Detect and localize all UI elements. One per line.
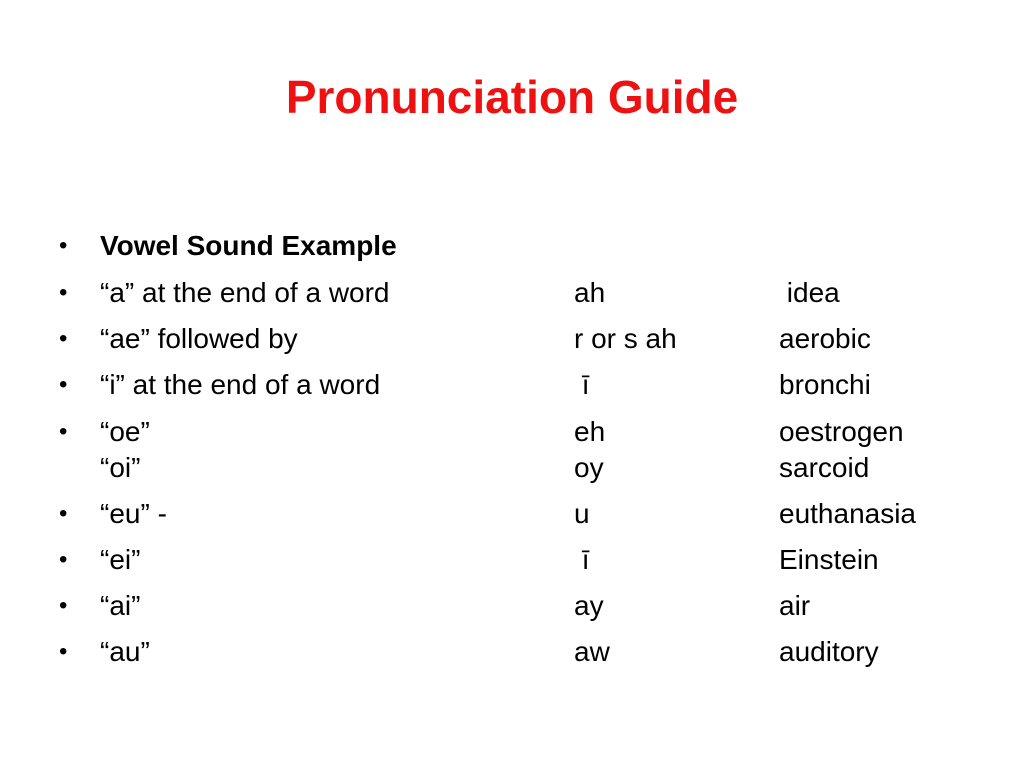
bullet-icon: • — [59, 546, 68, 573]
sound-text: oy — [574, 452, 604, 483]
example-text: sarcoid — [779, 452, 870, 483]
vowel-text: “ai” — [100, 590, 141, 621]
vowel-text: “ei” — [100, 544, 141, 575]
example-text: auditory — [779, 636, 879, 667]
sound-text: u — [574, 498, 590, 529]
example-text: air — [779, 590, 811, 621]
bullet-icon: • — [59, 500, 68, 527]
vowel-text: “i” at the end of a word — [100, 369, 381, 400]
example-text: aerobic — [779, 323, 871, 354]
slide-title: Pronunciation Guide — [285, 71, 739, 123]
example-text: Einstein — [779, 544, 879, 575]
bullet-icon: • — [59, 371, 68, 398]
example-text: bronchi — [779, 369, 871, 400]
sound-text: ay — [574, 590, 604, 621]
sound-text: r or s ah — [574, 323, 677, 354]
example-text: oestrogen — [779, 416, 904, 447]
bullet-icon: • — [59, 232, 68, 259]
vowel-text: “au” — [100, 636, 150, 667]
bullet-icon: • — [59, 279, 68, 306]
vowel-text: “oi” — [100, 452, 141, 483]
bullet-icon: • — [59, 638, 68, 665]
bullet-icon: • — [59, 325, 68, 352]
sound-text: ī — [574, 544, 590, 575]
column-header: Vowel Sound Example — [100, 230, 397, 261]
sound-text: aw — [574, 636, 610, 667]
bullet-icon: • — [59, 418, 68, 445]
vowel-text: “ae” followed by — [100, 323, 298, 354]
sound-text: eh — [574, 416, 606, 447]
sound-text: ah — [574, 277, 606, 308]
vowel-text: “oe” — [100, 416, 150, 447]
bullet-icon: • — [59, 592, 68, 619]
vowel-text: “a” at the end of a word — [100, 277, 390, 308]
vowel-text: “eu” - — [100, 498, 167, 529]
example-text: idea — [779, 277, 840, 308]
sound-text: ī — [574, 369, 590, 400]
example-text: euthanasia — [779, 498, 917, 529]
